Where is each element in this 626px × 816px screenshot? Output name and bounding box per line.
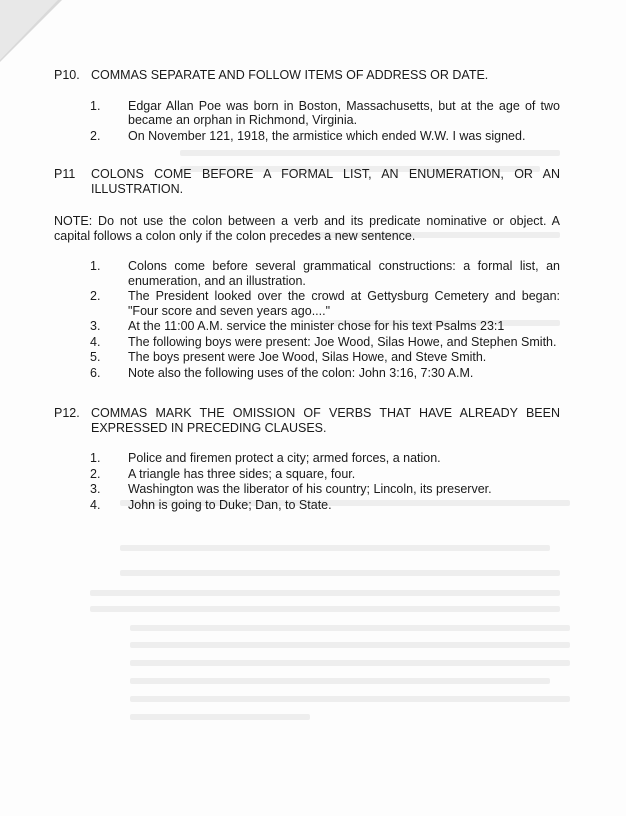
item-text: Police and firemen protect a city; armed forces, a nation. [128,451,441,465]
item-text: Washington was the liberator of his country; Lincoln, its preserver. [128,482,492,496]
bleed-through [120,570,560,576]
section-code: P11 [54,167,76,181]
item-number: 3. [90,482,101,496]
item-text: The following boys were present: Joe Wood, Silas Howe, and Stephen Smith. [128,334,557,349]
list-item [90,319,560,334]
list-item [90,498,560,513]
section-p12 [54,406,560,512]
item-text: Colons come before several grammatical constructions: a formal list, an enumeration, and an illustration. [128,259,560,288]
item-number: 2. [90,289,101,303]
folded-corner-shade [0,0,58,60]
item-number: 2. [90,466,101,481]
item-number: 5. [90,350,101,364]
item-text: The President looked over the crowd at Gettysburg Cemetery and began: "Four score and seven years ago...." [128,289,560,318]
item-text: Edgar Allan Poe was born in Boston, Massachusetts, but at the age of two became an orphan in Richmond, Virginia. [128,98,560,127]
section-heading [54,406,560,435]
list-item [90,366,560,381]
item-text: On November 121, 1918, the armistice which ended W.W. I was signed. [128,128,526,143]
section-title: COMMAS SEPARATE AND FOLLOW ITEMS OF ADDRESS OR DATE. [91,68,489,82]
item-text: A triangle has three sides; a square, four. [128,466,356,481]
item-number: 1. [90,259,101,273]
list-item [90,259,560,288]
bleed-through [90,590,560,596]
bleed-through [130,642,570,648]
example-list [54,99,560,144]
section-p11 [54,167,560,380]
bleed-through [130,660,570,666]
bleed-through [130,625,570,631]
bleed-through [130,714,310,720]
item-number: 2. [90,128,101,143]
item-text: Note also the following uses of the colon: John 3:16, 7:30 A.M. [128,365,474,380]
list-item [90,99,560,128]
item-text: The boys present were Joe Wood, Silas Howe, and Steve Smith. [128,350,487,364]
example-list [54,259,560,380]
item-number: 1. [90,98,101,113]
list-item [90,451,560,466]
list-item [90,289,560,318]
item-number: 3. [90,319,101,333]
bleed-through [120,545,550,551]
section-title: COLONS COME BEFORE A FORMAL LIST, AN ENUMERATION, OR AN ILLUSTRATION. [91,167,560,196]
list-item [90,467,560,482]
section-code: P12. [54,406,80,420]
section-p10 [54,68,560,143]
bleed-through [130,696,570,702]
list-item [90,335,560,350]
item-text: At the 11:00 A.M. service the minister chose for his text Psalms 23:1 [128,319,505,333]
item-number: 4. [90,334,101,349]
example-list [54,451,560,512]
section-heading [54,68,560,83]
bleed-through [90,606,560,612]
item-text: John is going to Duke; Dan, to State. [128,497,332,512]
list-item [90,482,560,497]
list-item [90,129,560,144]
list-item [90,350,560,365]
document-body [54,68,560,532]
bleed-through [130,678,550,684]
section-heading [54,167,560,196]
section-title: COMMAS MARK THE OMISSION OF VERBS THAT HAVE ALREADY BEEN EXPRESSED IN PRECEDING CLAUSES. [91,406,560,435]
item-number: 6. [90,365,101,380]
item-number: 4. [90,497,101,512]
note-paragraph: NOTE: Do not use the colon between a verb and its predicate nominative or object. A capital follows a colon only if the colon precedes a new sentence. [54,214,560,243]
section-code: P10. [54,68,80,82]
item-number: 1. [90,451,101,465]
